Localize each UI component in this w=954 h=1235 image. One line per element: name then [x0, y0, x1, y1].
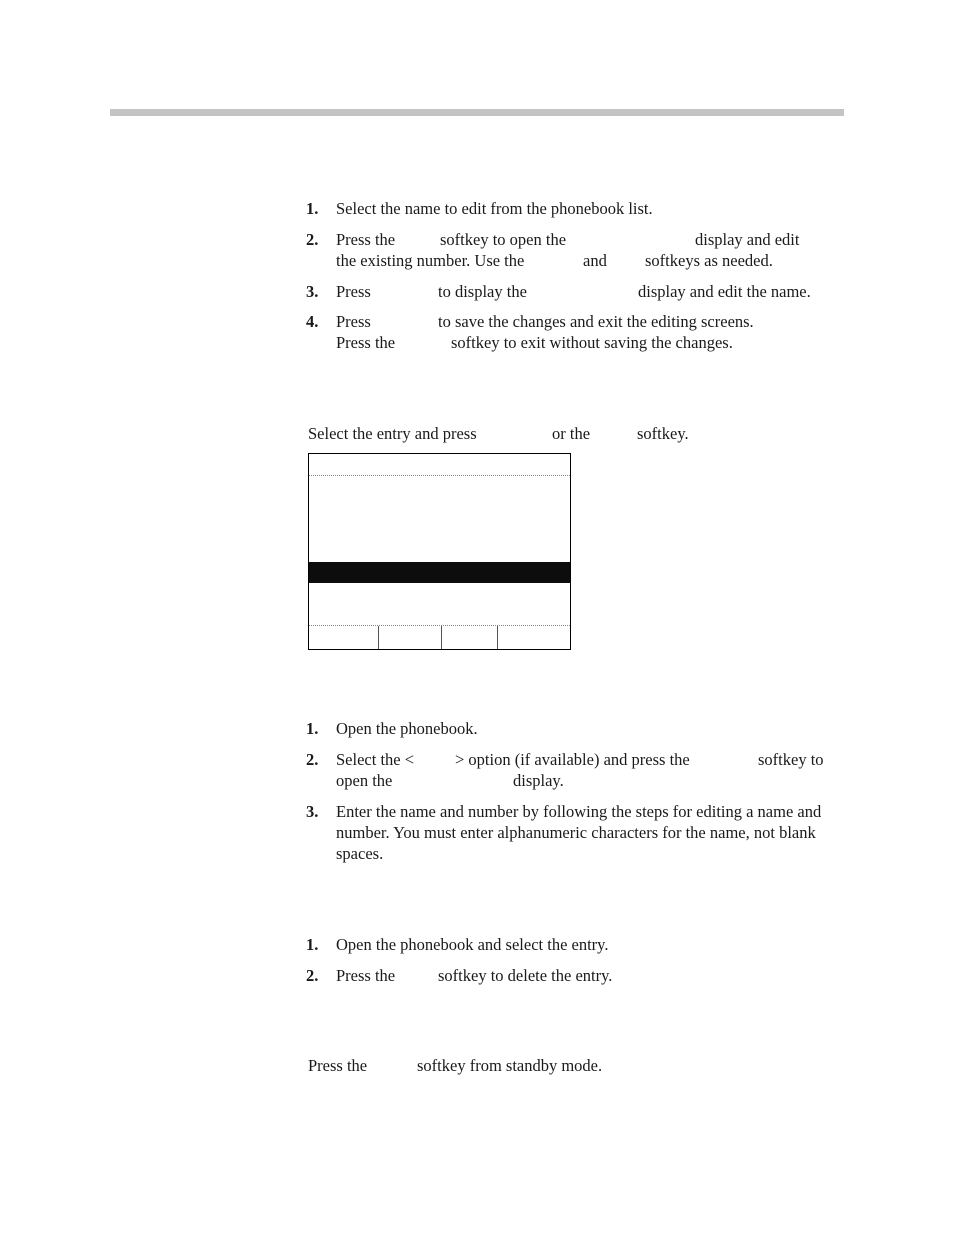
softkey-slot	[379, 626, 442, 649]
add-step-2-text: > option (if available) and press the	[455, 750, 690, 769]
view-paragraph: or the	[552, 424, 591, 443]
add-step-2-text: softkey to	[758, 750, 824, 769]
edit-step-2: 2.	[306, 230, 319, 249]
phone-screen-figure	[308, 453, 571, 650]
edit-step-4-text: softkey to exit without saving the changes.	[451, 333, 733, 352]
edit-step-2-text: softkey to open the	[440, 230, 567, 249]
add-step-2-text: display.	[513, 771, 564, 790]
edit-step-3-text: to display the	[438, 282, 527, 301]
screen-title-divider	[309, 475, 570, 476]
standby-paragraph: softkey from standby mode.	[417, 1056, 603, 1075]
delete-step-2-text: Press the	[336, 966, 396, 985]
standby-paragraph: Press the	[308, 1056, 368, 1075]
edit-step-2-text: the existing number. Use the	[336, 251, 525, 270]
edit-step-3-text: Press	[336, 282, 371, 301]
edit-step-2-text: display and edit	[695, 230, 800, 249]
delete-step-2-text: softkey to delete the entry.	[438, 966, 613, 985]
edit-step-4-text: Press	[336, 312, 371, 331]
softkey-slot	[442, 626, 498, 649]
selected-entry-highlight	[309, 562, 570, 583]
view-paragraph: softkey.	[637, 424, 689, 443]
add-step-2-text: open the	[336, 771, 393, 790]
header-rule	[110, 109, 844, 116]
edit-step-4-text: Press the	[336, 333, 396, 352]
edit-step-3-text: display and edit the name.	[638, 282, 811, 301]
edit-step-2-text: softkeys as needed.	[645, 251, 773, 270]
add-step-2-text: Select the <	[336, 750, 415, 769]
view-paragraph: Select the entry and press	[308, 424, 477, 443]
softkey-slot	[309, 626, 379, 649]
softkey-slot	[498, 626, 569, 649]
edit-step-4-text: to save the changes and exit the editing screens.	[438, 312, 754, 331]
edit-step-2-text: and	[583, 251, 607, 270]
edit-step-2-text: Press the	[336, 230, 396, 249]
